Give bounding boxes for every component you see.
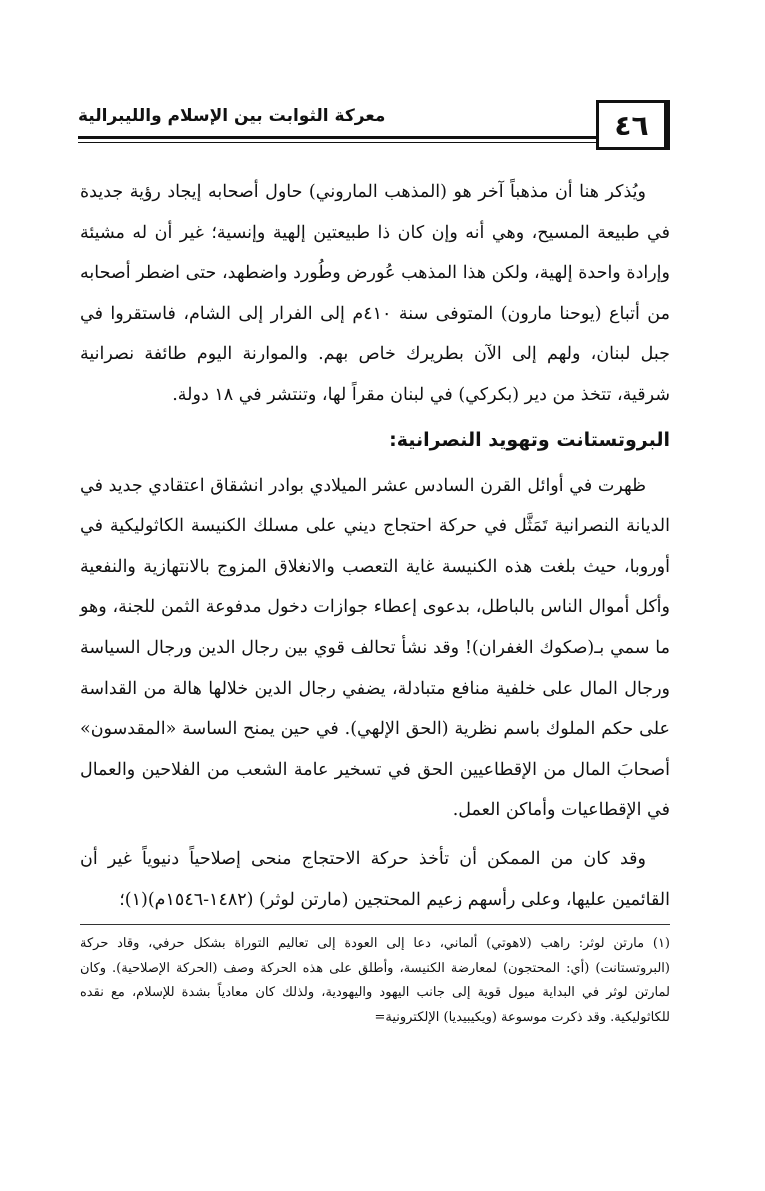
- paragraph-maronite: ويُذكر هنا أن مذهباً آخر هو (المذهب الماروني) حاول أصحابه إيجاد رؤية جديدة في طبيعة المسيح، وهي أنه وإن كان ذا طبيعتين إلهية وإنسية؛ غير أن له مشيئة وإرادة واحدة إلهية، ولكن هذا المذهب عُورض وطُورد واضطهد، حتى اضطر أصحابه من أتباع (يوحنا مارون) المتوفى سنة ٤١٠م إلى الفرار إلى الشام، فاستقروا في جبل لبنان، ولهم إلى الآن بطريرك خاص بهم. والموارنة اليوم طائفة نصرانية شرقية، تتخذ من دير (بكركي) في لبنان مقراً لها، وتنتشر في ١٨ دولة.: [80, 182, 670, 405]
- header-rule-thin: [78, 142, 596, 143]
- header-rule-thick: [78, 136, 596, 139]
- section-heading: البروتستانت وتهويد النصرانية:: [389, 428, 670, 451]
- page-number: ٤٦: [596, 100, 670, 150]
- footnote-separator: [80, 924, 670, 925]
- footnotes: [80, 932, 670, 1030]
- paragraph-gap: [80, 831, 670, 839]
- running-title: معركة الثوابت بين الإسلام والليبرالية: [78, 106, 386, 126]
- page-header: [78, 100, 670, 158]
- main-text: [80, 172, 670, 920]
- footnote-1: (١) مارتن لوثر: راهب (لاهوتي) ألماني، دعا إلى العودة إلى تعاليم التوراة بشكل حرفي، وقاد حركة (البروتستانت) (أي: المحتجون) لمعارضة الكنيسة، وأطلق على هذه الحركة وصف (الحركة الإصلاحية). وكان لمارتن لوثر في البداية ميول قوية إلى جانب اليهود واليهودية، ولذلك كان معادياً بشدة للإسلام، مع نقده للكاثوليكية. وقد ذكرت موسوعة (ويكيبيديا) الإلكترونية=: [80, 936, 670, 1025]
- paragraph-protestant-origins: ظهرت في أوائل القرن السادس عشر الميلادي بوادر انشقاق اعتقادي جديد في الديانة النصرانية تَمَثَّل في حركة احتجاج ديني على مسلك الكنيسة الكاثوليكية في أوروبا، حيث بلغت هذه الكنيسة غاية التعصب والانغلاق المزوج بالانتهازية والنفعية وأكل أموال الناس بالباطل، بدعوى إعطاء جوازات دخول مدفوعة الثمن للجنة، وهو ما سمي بـ(صكوك الغفران)! وقد نشأ تحالف قوي بين رجال الدين ورجال السياسة ورجال المال على خلفية منافع متبادلة، يضفي رجال الدين خلالها هالة من القداسة على حكم الملوك باسم نظرية (الحق الإلهي). في حين يمنح الساسة «المقدسون» أصحابَ المال من الإقطاعيين الحق في تسخير عامة الشعب من الفلاحين والعمال في الإقطاعيات وأماكن العمل.: [80, 475, 670, 821]
- paragraph-luther: وقد كان من الممكن أن تأخذ حركة الاحتجاج منحى إصلاحياً دنيوياً غير أن القائمين عليها، وعلى رأسهم زعيم المحتجين (مارتن لوثر) (١٤٨٢-١٥٤٦م)(١)؛: [80, 848, 670, 910]
